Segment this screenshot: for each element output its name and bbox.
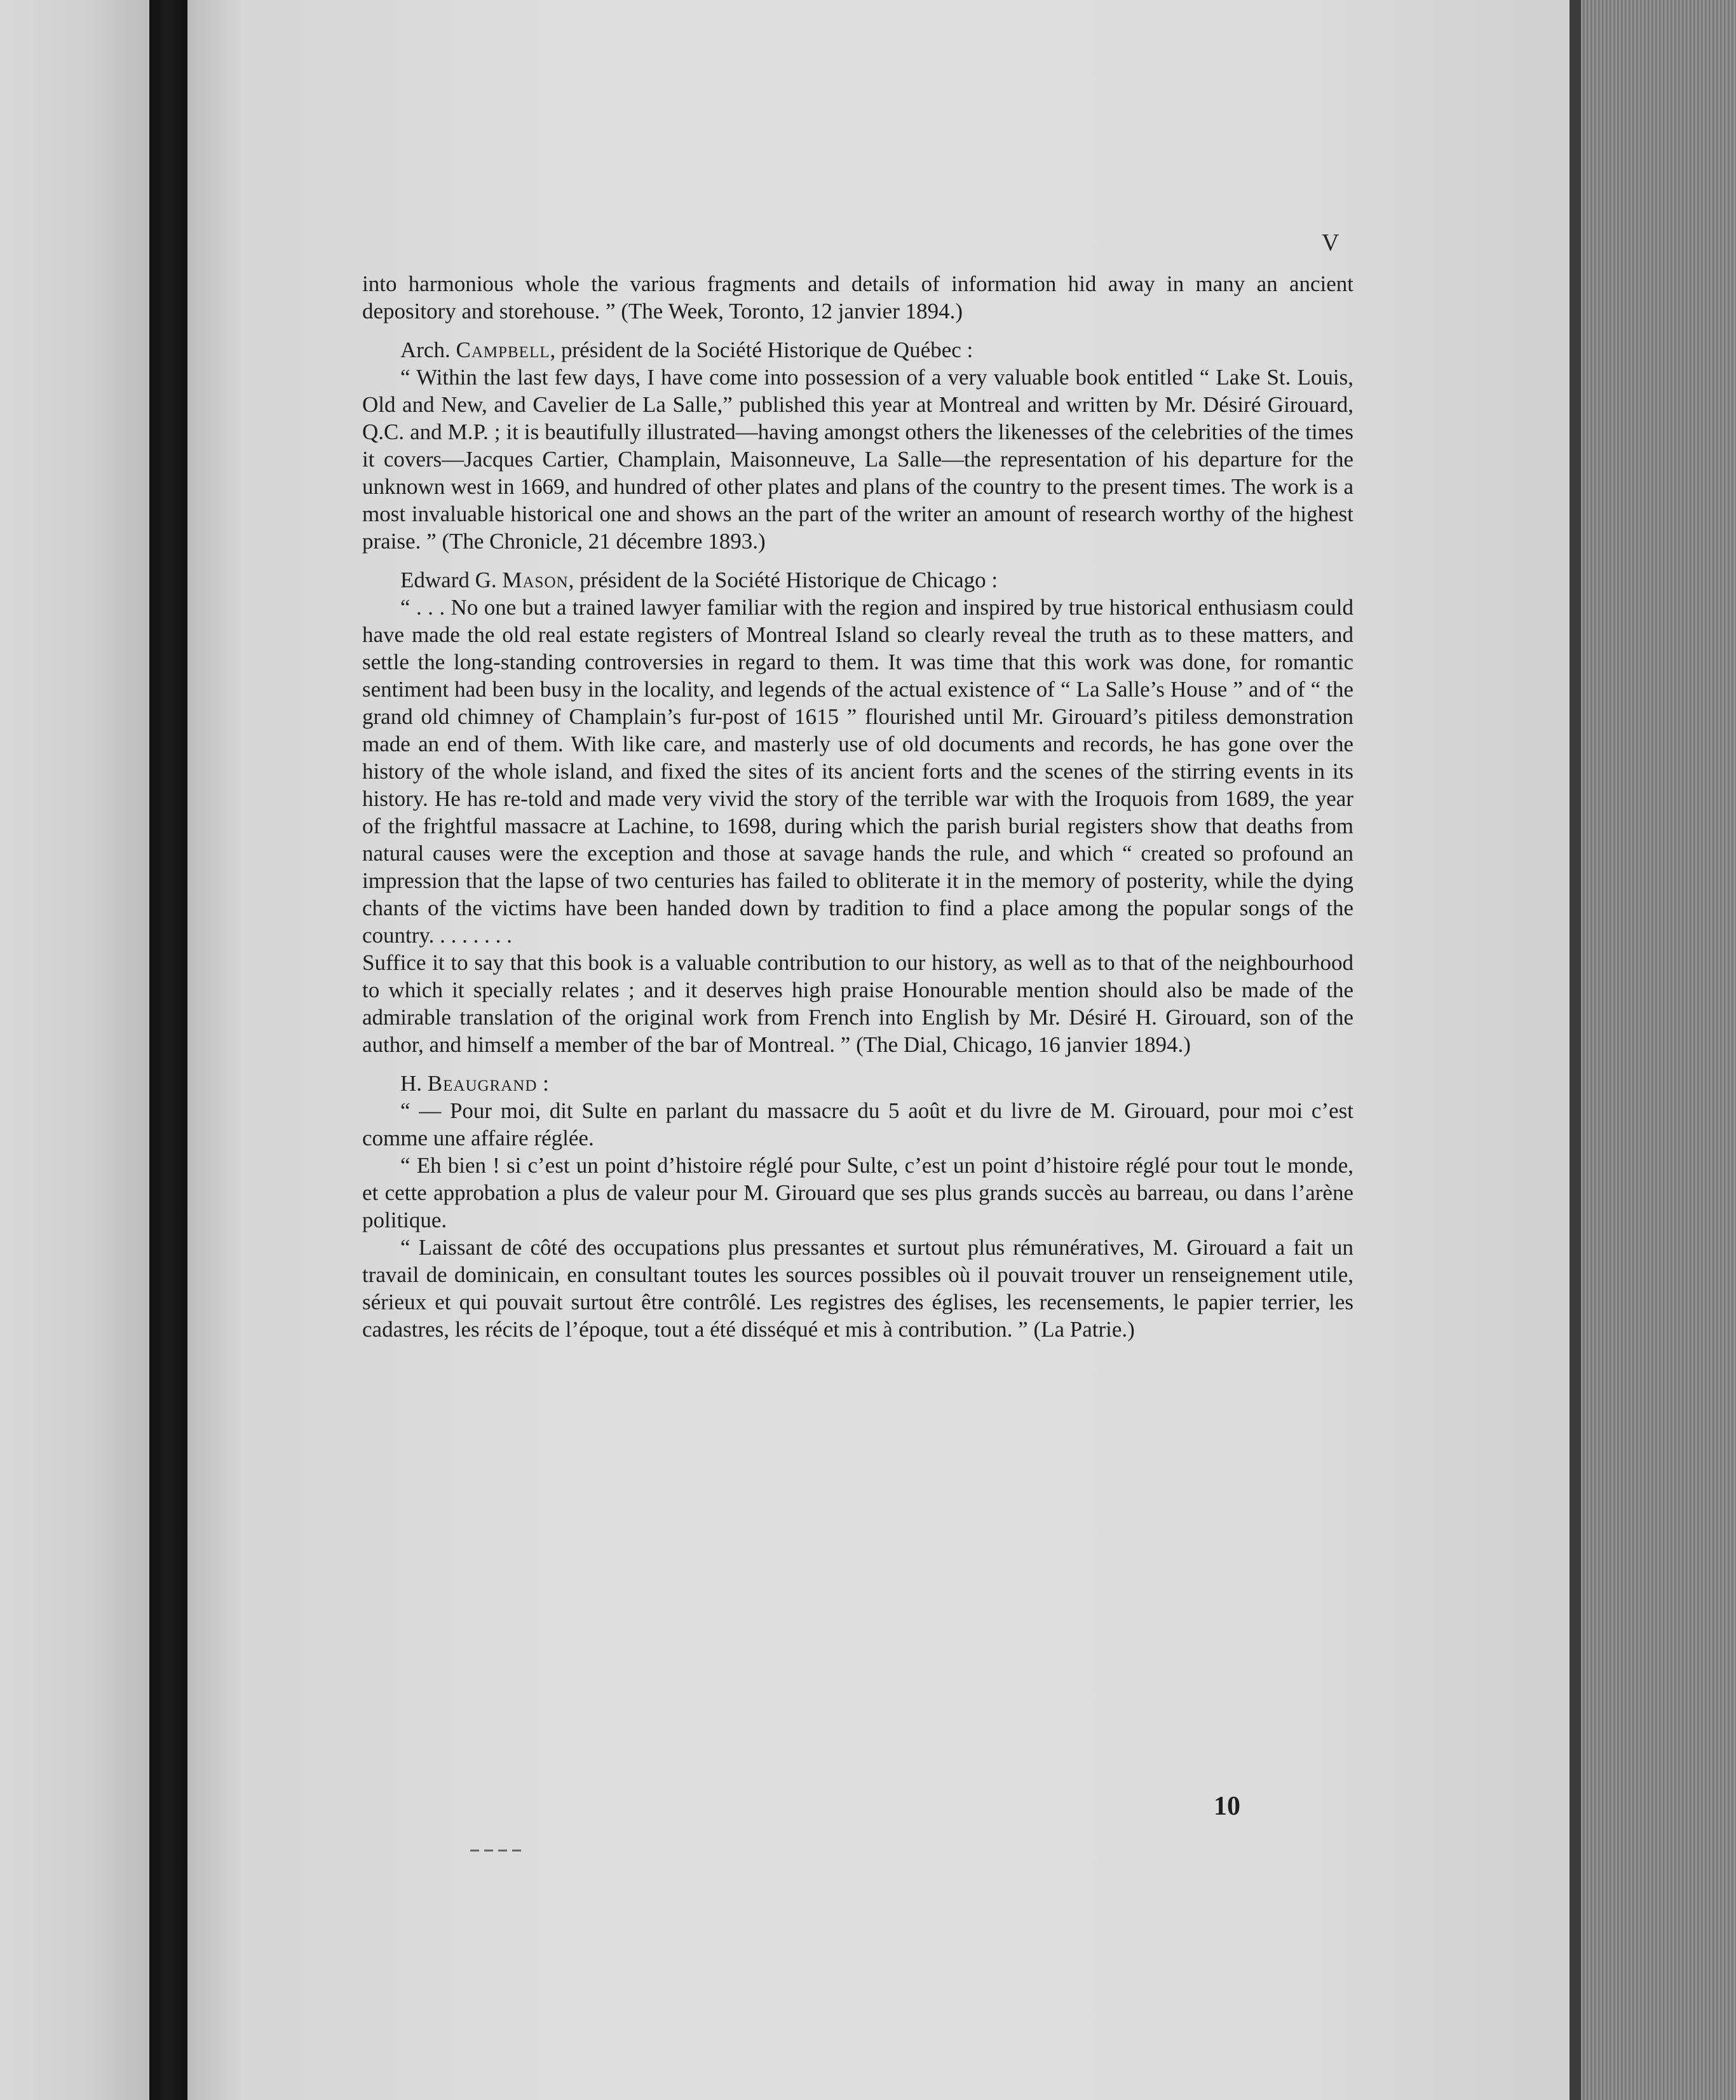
printer-mark — [470, 1850, 521, 1851]
paragraph-quote-beaugrand-1: “ Eh bien ! si c’est un point d’histoire réglé pour Sulte, c’est un point d’histoire réglé pour tout le monde, et cette approbation a plus de valeur pour M. Girouard que ses plus grands succès au barreau, ou dans l’arène politique. — [362, 1153, 1353, 1232]
paragraph-quote-mason: “ . . . No one but a trained lawyer familiar with the region and inspired by true historical enthusiasm could have made the old real estate registers of Montreal Island so clearly reveal the truth as to these matters, and settle the long-standing controversies in regard to them. It was time that this work was done, for romantic sentiment had been busy in the locality, and legends of the actual existence of “ La Salle’s House ” and of “ the grand old chimney of Champlain’s fur-post of 1615 ” flourished until Mr. Girouard’s pitiless demonstration made an end of them. With like care, and masterly use of old documents and records, he has gone over the history of the whole island, and fixed the sites of its ancient forts and the scenes of the stirring events in its history. He has re-told and made very vivid the story of the terrible war with the Iroquois from 1689, the year of the frightful massacre at Lachine, to 1698, during which the parish burial registers show that deaths from natural causes were the exception and those at savage hands the rule, and which “ created so profound an impression that the lapse of two centuries has failed to obliterate it in the memory of posterity, while the dying chants of the victims have been handed down by tradition to find a place among the popular songs of the country. . . . . . . . — [362, 595, 1353, 948]
paragraph-attribution-campbell: Arch. Campbell, président de la Société Historique de Québec : — [400, 338, 973, 362]
page-edges — [1570, 0, 1736, 2100]
paragraph-attribution-mason: Edward G. Mason, président de la Société Historique de Chicago : — [400, 568, 998, 592]
book-spine — [149, 0, 187, 2100]
author-name: Beaugrand — [427, 1071, 538, 1096]
paragraph-quote-beaugrand-2: “ Laissant de côté des occupations plus pressantes et surtout plus rémunératives, M. Girouard a fait un travail de dominicain, en consultant toutes les sources possibles où il pouvait trouver un renseignement utile, sérieux et qui pouvait surtout être contrôlé. Les registres des églises, les recensements, le papier terrier, les cadastres, les récits de l’époque, tout a été disséqué et mis à contribution. ” (La Patrie.) — [362, 1235, 1353, 1342]
signature-number: 10 — [1214, 1792, 1240, 1821]
paragraph-continuation: into harmonious whole the various fragments and details of information hid away in many an ancient depository and storehouse. ” (The Week, Toronto, 12 janvier 1894.) — [362, 271, 1353, 324]
text-block — [362, 270, 1353, 1343]
author-name: Mason — [502, 568, 569, 592]
left-page-edge — [0, 0, 149, 2100]
paragraph-quote-sulte: “ — Pour moi, dit Sulte en parlant du massacre du 5 août et du livre de M. Girouard, pour moi c’est comme une affaire réglée. — [362, 1098, 1353, 1150]
paragraph-attribution-beaugrand: H. Beaugrand : — [400, 1071, 549, 1096]
page-edge-shadow — [1570, 0, 1581, 2100]
author-name: Campbell — [456, 338, 550, 362]
page-number-roman: V — [1322, 229, 1339, 256]
paragraph-quote-mason-continued: Suffice it to say that this book is a valuable contribution to our history, as well as to that of the neighbourhood to which it specially relates ; and it deserves high praise Honourable mention should also be made of the admirable translation of the original work from French into English by Mr. Désiré H. Girouard, son of the author, and himself a member of the bar of Montreal. ” (The Dial, Chicago, 16 janvier 1894.) — [362, 950, 1353, 1057]
paragraph-quote-campbell: “ Within the last few days, I have come into possession of a very valuable book entitled “ Lake St. Louis, Old and New, and Cavelier de La Salle,” published this year at Montreal and written by Mr. Désiré Girouard, Q.C. and M.P. ; it is beautifully illustrated—having amongst others the likenesses of the celebrities of the times it covers—Jacques Cartier, Champlain, Maisonneuve, La Salle—the representation of his departure for the unknown west in 1669, and hundred of other plates and plans of the country to the present times. The work is a most invaluable historical one and shows an the part of the writer an amount of research worthy of the highest praise. ” (The Chronicle, 21 décembre 1893.) — [362, 365, 1353, 554]
